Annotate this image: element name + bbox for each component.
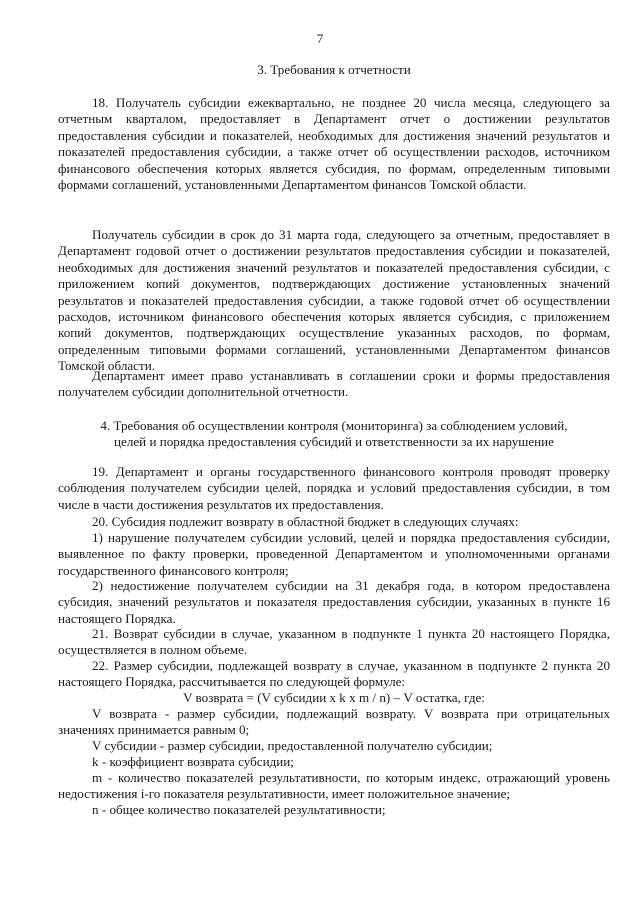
section-4-heading-line-2: целей и порядка предоставления субсидий и ответственности за их нарушение [114, 434, 554, 450]
paragraph-18-additional-reporting: Департамент имеет право устанавливать в соглашении сроки и формы предоставления получателем субсидии дополнительной отчетности. [58, 368, 610, 400]
section-4-heading [58, 418, 610, 451]
paragraph-20-item-2: 2) недостижение получателем субсидии на 31 декабря года, в котором предоставлена субсидия, значений результатов и показателя предоставления субсидии, указанных в пункте 16 настоящего Порядка. [58, 578, 610, 626]
paragraph-20: 20. Субсидия подлежит возврату в областной бюджет в следующих случаях: [92, 514, 519, 529]
paragraph-20-item-1: 1) нарушение получателем субсидии условий, целей и порядка предоставления субсидии, выявленное по факту проверки, проведенной Департаментом и уполномоченными органами государственного финансового контроля; [58, 530, 610, 578]
paragraph-19: 19. Департамент и органы государственного финансового контроля проводят проверку соблюдения получателем субсидии целей, порядка и условий предоставления субсидии, в том числе в части достижения результатов их предоставления. [58, 464, 610, 512]
page-number: 7 [316, 31, 324, 46]
definition-v-return: V возврата - размер субсидии, подлежащий возврату. V возврата при отрицательных значениях принимается равным 0; [58, 706, 610, 738]
paragraph-18: 18. Получатель субсидии ежеквартально, не позднее 20 числа месяца, следующего за отчетным кварталом, предоставляет в Департамент отчет о достижении результатов предоставления субсидии и показателей, необходимых для достижения значений результатов и показателей предоставления субсидии, а также отчет об осуществлении расходов, источником финансового обеспечения которых является субсидия, по формам, определенным типовыми формами соглашений, установленными Департаментом финансов Томской области. [58, 95, 610, 193]
definition-n: n - общее количество показателей результативности; [92, 802, 386, 817]
paragraph-21: 21. Возврат субсидии в случае, указанном в подпункте 1 пункта 20 настоящего Порядка, осуществляется в полном объеме. [58, 626, 610, 658]
section-4-heading-line-1: 4. Требования об осуществлении контроля (мониторинга) за соблюдением условий, [100, 418, 568, 433]
paragraph-18-annual-report: Получатель субсидии в срок до 31 марта года, следующего за отчетным, предоставляет в Департамент годовой отчет о достижении результатов предоставления субсидии и показателей, необходимых для достижения значений результатов и показателей предоставления субсидии, с приложением копий документов, подтверждающих достижение установленных значений результатов и показателей предоставления субсидии, а также годовой отчет об осуществлении расходов, источником финансового обеспечения которых является субсидия, с приложением копий документов, подтверждающих осуществление указанных расходов, по формам, определенным типовыми формами соглашений, установленными Департаментом финансов Томской области. [58, 227, 610, 374]
definition-k: k - коэффициент возврата субсидии; [92, 754, 294, 769]
paragraph-22: 22. Размер субсидии, подлежащей возврату в случае, указанном в подпункте 2 пункта 20 настоящего Порядка, рассчитывается по следующей формуле: [58, 658, 610, 690]
definition-m: m - количество показателей результативности, по которым индекс, отражающий уровень недостижения i-го показателя результативности, имеет положительное значение; [58, 770, 610, 802]
return-formula: V возврата = (V субсидии x k x m / n) – V остатка, где: [183, 690, 485, 705]
section-3-heading: 3. Требования к отчетности [257, 62, 411, 77]
definition-v-subsidy: V субсидии - размер субсидии, предоставленной получателю субсидии; [92, 738, 493, 753]
